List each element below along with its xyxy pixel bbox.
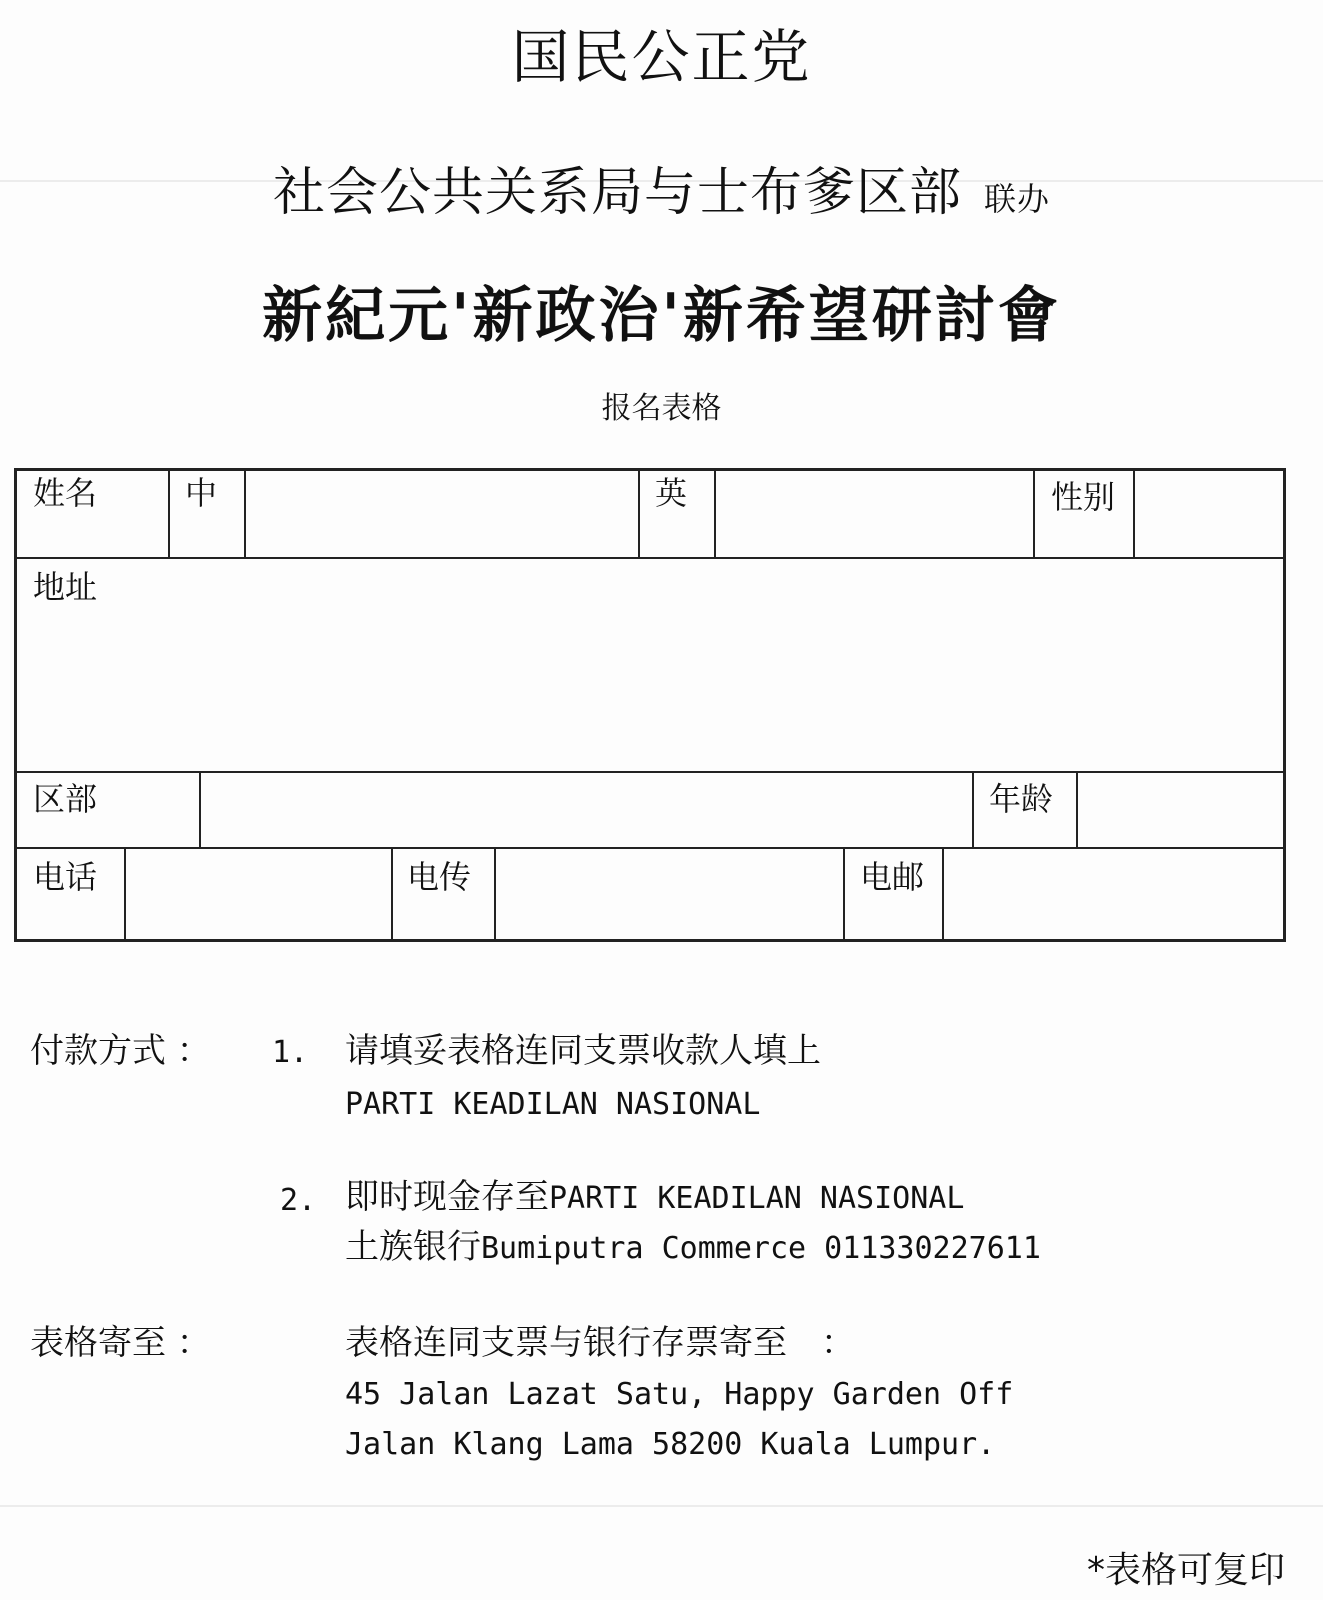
col-divider <box>638 471 640 557</box>
mailing-text: 表格连同支票与银行存票寄至 ： <box>345 1323 855 1363</box>
payment-item1-payee: PARTI KEADILAN NASIONAL <box>345 1087 761 1122</box>
col-divider <box>972 771 974 847</box>
chinese-name-field[interactable] <box>246 471 636 555</box>
payment-item2-line <box>345 1177 965 1217</box>
seminar-title: 新紀元'新政治'新希望研討會 <box>262 281 1061 351</box>
col-divider <box>1033 471 1035 557</box>
gender-label: 性别 <box>1051 478 1116 516</box>
scan-artifact <box>0 1505 1323 1507</box>
payment-item1-text: 请填妥表格连同支票收款人填上 <box>345 1031 821 1071</box>
form-subtitle: 报名表格 <box>601 391 722 426</box>
division-field[interactable] <box>201 773 970 845</box>
organizer-text: 社会公共关系局与士布爹区部 <box>272 163 962 223</box>
age-label: 年龄 <box>989 780 1054 818</box>
payment-item2-bank <box>345 1227 1041 1267</box>
fax-field[interactable] <box>496 849 841 939</box>
phone-field[interactable] <box>126 849 389 939</box>
copy-note: *表格可复印 <box>1086 1550 1285 1591</box>
gender-field[interactable] <box>1135 471 1283 555</box>
bank-name-cn: 土族银行 <box>345 1227 481 1267</box>
mailing-address-line2: Jalan Klang Lama 58200 Kuala Lumpur. <box>345 1427 996 1462</box>
payment-item1-number: 1. <box>272 1035 309 1070</box>
bank-account: Bumiputra Commerce 011330227611 <box>481 1231 1041 1266</box>
mailing-label: 表格寄至 ： <box>30 1323 211 1363</box>
email-field[interactable] <box>944 849 1283 939</box>
name-label: 姓名 <box>33 474 98 512</box>
col-divider <box>168 471 170 557</box>
payment-item2-payee: PARTI KEADILAN NASIONAL <box>549 1181 965 1216</box>
col-divider <box>843 847 845 942</box>
payment-label: 付款方式 ： <box>30 1031 211 1071</box>
division-label: 区部 <box>33 780 98 818</box>
registration-form <box>14 468 1286 942</box>
mailing-address-line1: 45 Jalan Lazat Satu, Happy Garden Off <box>345 1377 1014 1412</box>
party-name: 国民公正党 <box>511 23 812 91</box>
english-name-field[interactable] <box>716 471 1031 555</box>
address-label: 地址 <box>33 568 98 606</box>
payment-item2-text: 即时现金存至 <box>345 1177 549 1217</box>
email-label: 电邮 <box>860 858 925 896</box>
payment-item2-number: 2. <box>280 1183 317 1218</box>
col-divider <box>391 847 393 942</box>
organizer-suffix: 联办 <box>984 180 1051 218</box>
fax-label: 电传 <box>407 858 472 896</box>
english-name-label: 英 <box>655 474 688 512</box>
address-field[interactable] <box>17 559 1283 769</box>
organizer-line <box>0 150 1323 225</box>
phone-label: 电话 <box>33 858 98 896</box>
chinese-name-label: 中 <box>185 474 218 512</box>
age-field[interactable] <box>1078 773 1283 845</box>
